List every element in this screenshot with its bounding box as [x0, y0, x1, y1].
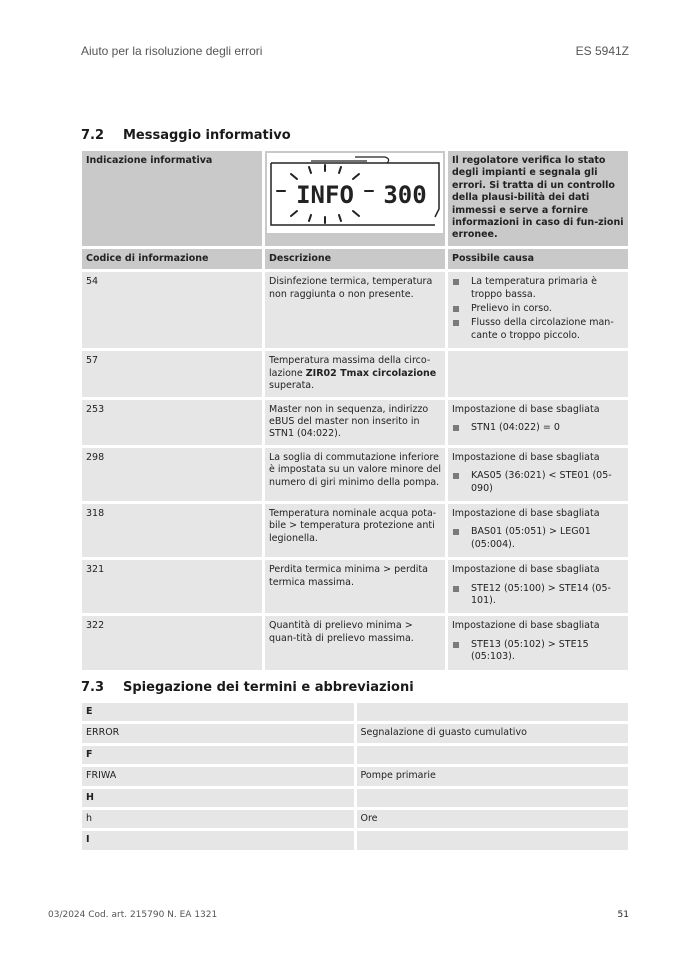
glossary-term: h — [82, 810, 354, 828]
info-indicator-row — [82, 151, 628, 246]
info-description-cell: Disinfezione termica, temperatura non raggiunta o non presente. — [265, 272, 445, 348]
cause-bullet: STN1 (04:022) = 0 — [452, 422, 624, 434]
table-row — [82, 616, 628, 669]
glossary-definition — [357, 703, 629, 721]
cause-text: Impostazione di base sbagliata — [452, 620, 600, 632]
info-code: 321 — [82, 560, 262, 613]
col-header-cause: Possibile causa — [448, 249, 628, 269]
info-cause-cell — [448, 448, 628, 501]
cause-text: Impostazione di base sbagliata — [452, 507, 600, 519]
cause-bullet: STE13 (05:102) > STE15 (05:103). — [452, 639, 624, 664]
glossary-definition — [357, 746, 629, 764]
page-number: 51 — [617, 910, 629, 920]
lcd-info-value: 300 — [383, 181, 427, 209]
table-row — [82, 272, 628, 348]
lcd-info-text: INFO — [296, 181, 354, 209]
table-row — [82, 560, 628, 613]
info-description-cell: Temperatura nominale acqua pota-bile > temperatura protezione anti legionella. — [265, 504, 445, 557]
table-row — [82, 351, 628, 396]
cause-text: Impostazione di base sbagliata — [452, 564, 600, 576]
section-number: 7.3 — [81, 680, 105, 695]
cause-bullet: Flusso della circolazione man-cante o troppo piccolo. — [452, 317, 624, 342]
cause-bullet: Prelievo in corso. — [452, 303, 624, 315]
header-title: Aiuto per la risoluzione degli errori — [81, 44, 263, 58]
glossary-definition — [357, 831, 629, 849]
footer-article-info: 03/2024 Cod. art. 215790 N. EA 1321 — [48, 910, 218, 920]
header-doc-code: ES 5941Z — [575, 44, 629, 58]
info-code: 322 — [82, 616, 262, 669]
info-cause-cell — [448, 272, 628, 348]
col-header-description: Descrizione — [265, 249, 445, 269]
info-code: 57 — [82, 351, 262, 396]
info-description-cell — [265, 351, 445, 396]
glossary-term: F — [82, 746, 354, 764]
info-cause-cell — [448, 400, 628, 445]
cause-bullet: STE12 (05:100) > STE14 (05-101). — [452, 583, 624, 608]
info-indicator-label: Indicazione informativa — [82, 151, 262, 246]
section-title: Messaggio informativo — [123, 128, 291, 143]
glossary-definition: Ore — [357, 810, 629, 828]
section-heading-7-2 — [81, 128, 291, 143]
info-code: 318 — [82, 504, 262, 557]
glossary-letter-row — [82, 789, 628, 807]
section-heading-7-3 — [81, 680, 414, 695]
cause-text: Impostazione di base sbagliata — [452, 451, 600, 463]
glossary-definition — [357, 789, 629, 807]
info-description-cell: Quantità di prelievo minima > quan-tità di prelievo massima. — [265, 616, 445, 669]
info-cause-cell — [448, 351, 628, 396]
glossary-term: I — [82, 831, 354, 849]
glossary-definition: Pompe primarie — [357, 767, 629, 785]
cause-text: Impostazione di base sbagliata — [452, 403, 600, 415]
info-messages-table — [79, 148, 631, 673]
lcd-display-cell — [265, 151, 445, 246]
info-cause-cell — [448, 504, 628, 557]
desc-text: superata. — [269, 380, 315, 392]
table-row — [82, 400, 628, 445]
table-header-row — [82, 249, 628, 269]
info-description: Il regolatore verifica lo stato degli impianti e segnala gli errori. Si tratta di un controllo della plausi-bilità dei dati immessi e serve a fornire informazioni in caso di fun-zioni erronee. — [448, 151, 628, 246]
glossary-definition: Segnalazione di guasto cumulativo — [357, 724, 629, 742]
section-number: 7.2 — [81, 128, 105, 143]
glossary-letter-row — [82, 831, 628, 849]
glossary-letter-row — [82, 703, 628, 721]
section-title: Spiegazione dei termini e abbreviazioni — [123, 680, 414, 695]
glossary-term: ERROR — [82, 724, 354, 742]
info-description-cell: Master non in sequenza, indirizzo eBUS del master non inserito in STN1 (04:022). — [265, 400, 445, 445]
glossary-table — [79, 700, 631, 853]
desc-parameter: ZIR02 Tmax circolazione — [305, 367, 437, 379]
desc-text: Temperatura massima della circo-lazione — [269, 355, 431, 379]
glossary-letter-row — [82, 746, 628, 764]
glossary-row — [82, 724, 628, 742]
table-row — [82, 448, 628, 501]
cause-bullet: La temperatura primaria è troppo bassa. — [452, 276, 624, 301]
lcd-display — [267, 153, 443, 233]
col-header-code: Codice di informazione — [82, 249, 262, 269]
glossary-term: FRIWA — [82, 767, 354, 785]
table-row — [82, 504, 628, 557]
glossary-row — [82, 810, 628, 828]
info-description-cell: La soglia di commutazione inferiore è impostata su un valore minore del numero di giri minimo della pompa. — [265, 448, 445, 501]
info-code: 253 — [82, 400, 262, 445]
cause-bullet: KAS05 (36:021) < STE01 (05-090) — [452, 470, 624, 495]
glossary-term: H — [82, 789, 354, 807]
info-code: 298 — [82, 448, 262, 501]
info-cause-cell — [448, 616, 628, 669]
glossary-row — [82, 767, 628, 785]
cause-bullet: BAS01 (05:051) > LEG01 (05:004). — [452, 526, 624, 551]
info-code: 54 — [82, 272, 262, 348]
lcd-display-icon — [267, 153, 443, 233]
info-description-cell: Perdita termica minima > perdita termica massima. — [265, 560, 445, 613]
glossary-term: E — [82, 703, 354, 721]
info-cause-cell — [448, 560, 628, 613]
